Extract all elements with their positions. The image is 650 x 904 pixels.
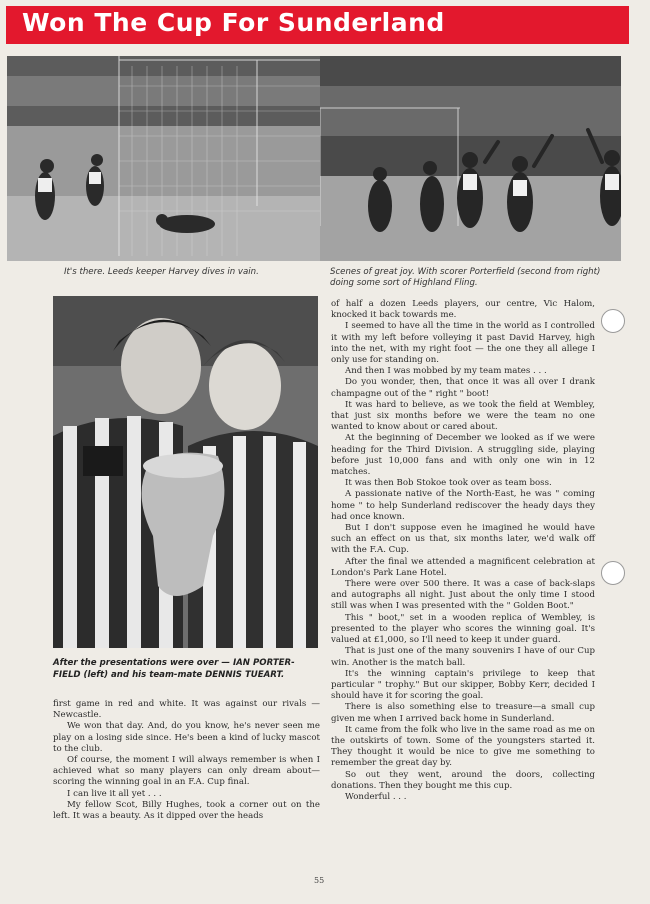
left-paragraph: I can live it all yet . . . [67, 788, 162, 799]
headline-title: Won The Cup For Sunderland [22, 8, 445, 37]
right-paragraph: It's the winning captain's privilege to keep that particular " trophy." But our skipper, Bobby Kerr, decided I should have it for scoring the goal. [331, 668, 595, 702]
left-paragraph: first game in red and white. It was against our rivals —Newcastle. [53, 699, 320, 721]
right-paragraph: After the final we attended a magnificent celebration at London's Park Lane Hotel. [331, 556, 595, 578]
goal-scene-image [7, 56, 320, 261]
right-paragraph: But I don't suppose even he imagined he would have such an effect on us that, six months later, we'd walk off with the F.A. Cup. [331, 523, 595, 556]
right-paragraph: So out they went, around the doors, collecting donations. Then they bought me this cup. [331, 769, 595, 791]
caption-main-photo: After the presentations were over — IAN PORTER-FIELD (left) and his team-mate DENNIS TUEART. [53, 658, 295, 680]
right-paragraph: There were over 500 there. It was a case of back-slaps and autographs all night. Just about the only time I stood still was when I was presented with the " Golden Boot." [331, 579, 595, 612]
photo-goal-scene [7, 56, 320, 261]
right-paragraph: of half a dozen Leeds players, our centre, Vic Halom, knocked it back towards me. [331, 299, 595, 321]
headline-banner [6, 6, 629, 44]
right-paragraph: And then I was mobbed by my team mates . . . [345, 366, 547, 377]
right-paragraph: It came from the folk who live in the same road as me on the outskirts of town. Some of the youngsters started it. They thought it would be nice to give me something to remember the great day by. [331, 724, 595, 769]
left-paragraph: My fellow Scot, Billy Hughes, took a corner out on the left. It was a beauty. As it dipped over the heads [53, 799, 320, 822]
caption-celebration: Scenes of great joy. With scorer Porterfield (second from right) doing some sort of Highland Fling. [330, 267, 601, 288]
binder-hole-bottom [601, 561, 625, 585]
page-number: 55 [314, 876, 325, 885]
right-paragraph: I seemed to have all the time in the world as I controlled it with my left before volleying it past David Harvey, high into the net, with my right foot — the one they all allege I only use for standing on. [331, 321, 595, 366]
right-paragraph: Wonderful . . . [345, 791, 407, 802]
caption-goal-scene: It's there. Leeds keeper Harvey dives in vain. [64, 267, 259, 277]
right-paragraph: There is also something else to treasure—a small cup given me when I arrived back home in Sunderland. [331, 702, 595, 724]
left-paragraph: Of course, the moment I will always remember is when I achieved what so many players can only dream about—scoring the winning goal in an F.A. Cup final. [53, 755, 320, 788]
right-paragraph: At the beginning of December we looked as if we were heading for the Third Division. A struggling side, playing before just 10,000 fans and with only one win in 12 matches. [331, 433, 595, 478]
right-paragraph: It was hard to believe, as we took the field at Wembley, that just six months before we were the team no one wanted to know about or cared about. [331, 399, 595, 433]
porterfield-tueart-image [53, 296, 318, 648]
column-right [331, 299, 595, 803]
right-paragraph: That is just one of the many souvenirs I have of our Cup win. Another is the match ball. [331, 646, 595, 668]
celebration-image [320, 56, 621, 261]
right-paragraph: Do you wonder, then, that once it was all over I drank champagne out of the " right " boot! [331, 377, 595, 399]
photo-celebration [320, 56, 621, 261]
column-left [53, 699, 320, 822]
right-paragraph: A passionate native of the North-East, he was " coming home " to help Sunderland rediscover the heady days they had once known. [331, 489, 595, 522]
right-paragraph: It was then Bob Stokoe took over as team boss. [345, 478, 552, 489]
left-paragraph: We won that day. And, do you know, he's never seen me play on a losing side since. He's been a kind of lucky mascot to the club. [53, 721, 320, 754]
photo-porterfield-tueart [53, 296, 318, 648]
binder-hole-top [601, 309, 625, 333]
right-paragraph: This " boot," set in a wooden replica of Wembley, is presented to the player who scores the winning goal. It's valued at £1,000, so I'll need to keep it under guard. [331, 612, 595, 646]
